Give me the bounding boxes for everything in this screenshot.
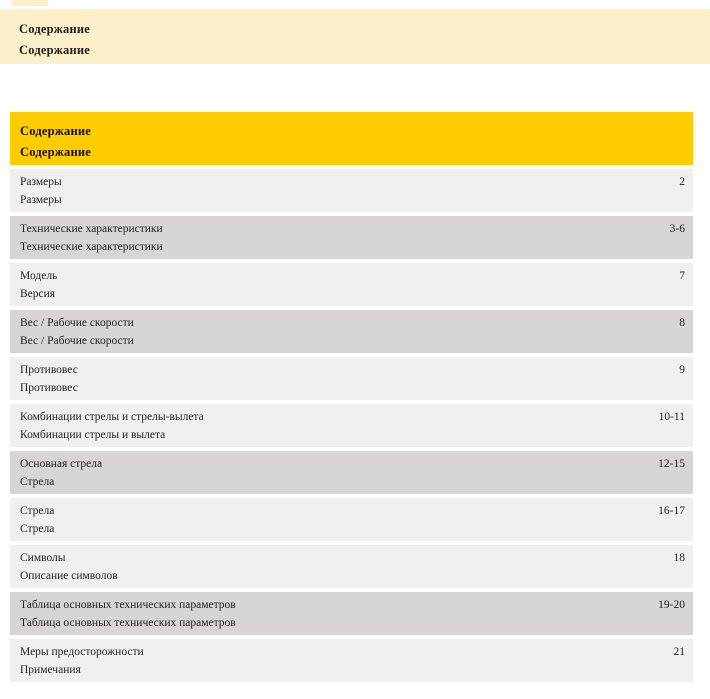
toc-header-line1: Содержание bbox=[20, 124, 92, 138]
toc-row-subtitle: Версия bbox=[20, 288, 56, 300]
toc-row-pages: 10-11 bbox=[658, 411, 685, 423]
toc-row[interactable] bbox=[10, 404, 693, 447]
toc-row-title: Противовес bbox=[20, 364, 78, 376]
toc-row-pages: 16-17 bbox=[658, 505, 685, 517]
toc-row-pages: 18 bbox=[673, 552, 685, 564]
toc-row-title: Меры предосторожности bbox=[20, 646, 144, 658]
banner-title-line2: Содержание bbox=[19, 43, 91, 57]
toc-row-subtitle: Стрела bbox=[20, 476, 55, 488]
toc-row-title: Технические характеристики bbox=[20, 223, 163, 235]
toc-row[interactable] bbox=[10, 592, 693, 635]
toc-row[interactable] bbox=[10, 545, 693, 588]
toc-row[interactable] bbox=[10, 169, 693, 212]
toc-row-titles bbox=[20, 455, 102, 491]
toc-row-pages: 3-6 bbox=[669, 223, 685, 235]
toc-row-titles bbox=[20, 502, 54, 538]
toc-row-pages: 8 bbox=[679, 317, 685, 329]
toc-row[interactable] bbox=[10, 498, 693, 541]
toc-row-title: Таблица основных технических параметров bbox=[20, 599, 236, 611]
toc-row[interactable] bbox=[10, 639, 693, 682]
banner-title-line1: Содержание bbox=[19, 22, 91, 36]
toc-row-subtitle: Комбинации стрелы и вылета bbox=[20, 429, 166, 441]
toc-row-subtitle: Стрела bbox=[20, 523, 55, 535]
toc-row-pages: 7 bbox=[679, 270, 685, 282]
toc-row-titles bbox=[20, 173, 62, 209]
toc-row-pages: 19-20 bbox=[658, 599, 685, 611]
toc-row-titles bbox=[20, 220, 163, 256]
toc-row-pages: 21 bbox=[673, 646, 685, 658]
toc-row-titles bbox=[20, 643, 144, 679]
toc-row[interactable] bbox=[10, 451, 693, 494]
contents-banner bbox=[0, 9, 710, 64]
toc-row-subtitle: Размеры bbox=[20, 194, 62, 206]
toc-row-titles bbox=[20, 549, 118, 585]
toc-row[interactable] bbox=[10, 263, 693, 306]
toc-header bbox=[10, 112, 693, 165]
toc-row-titles bbox=[20, 361, 78, 397]
toc-row-subtitle: Технические характеристики bbox=[20, 241, 163, 253]
toc-row-pages: 12-15 bbox=[658, 458, 685, 470]
toc-row-titles bbox=[20, 408, 204, 444]
table-of-contents bbox=[10, 112, 693, 686]
toc-row-titles bbox=[20, 596, 236, 632]
toc-row[interactable] bbox=[10, 357, 693, 400]
toc-row-subtitle: Примечания bbox=[20, 664, 81, 676]
toc-rows bbox=[10, 169, 693, 682]
toc-row-title: Размеры bbox=[20, 176, 62, 188]
toc-row-pages: 9 bbox=[679, 364, 685, 376]
toc-row-title: Стрела bbox=[20, 505, 55, 517]
toc-row-title: Основная стрела bbox=[20, 458, 103, 470]
toc-row-pages: 2 bbox=[679, 176, 685, 188]
toc-row-title: Комбинации стрелы и стрелы-вылета bbox=[20, 411, 204, 423]
toc-row-title: Вес / Рабочие скорости bbox=[20, 317, 134, 329]
toc-row-subtitle: Таблица основных технических параметров bbox=[20, 617, 236, 629]
toc-row-titles bbox=[20, 267, 57, 303]
toc-row-title: Символы bbox=[20, 552, 66, 564]
toc-row-subtitle: Описание символов bbox=[20, 570, 118, 582]
toc-row-subtitle: Противовес bbox=[20, 382, 78, 394]
toc-row[interactable] bbox=[10, 310, 693, 353]
page-top-tab bbox=[12, 0, 48, 6]
toc-row[interactable] bbox=[10, 216, 693, 259]
toc-row-title: Модель bbox=[20, 270, 58, 282]
toc-row-titles bbox=[20, 314, 134, 350]
toc-row-subtitle: Вес / Рабочие скорости bbox=[20, 335, 134, 347]
toc-header-line2: Содержание bbox=[20, 145, 92, 159]
